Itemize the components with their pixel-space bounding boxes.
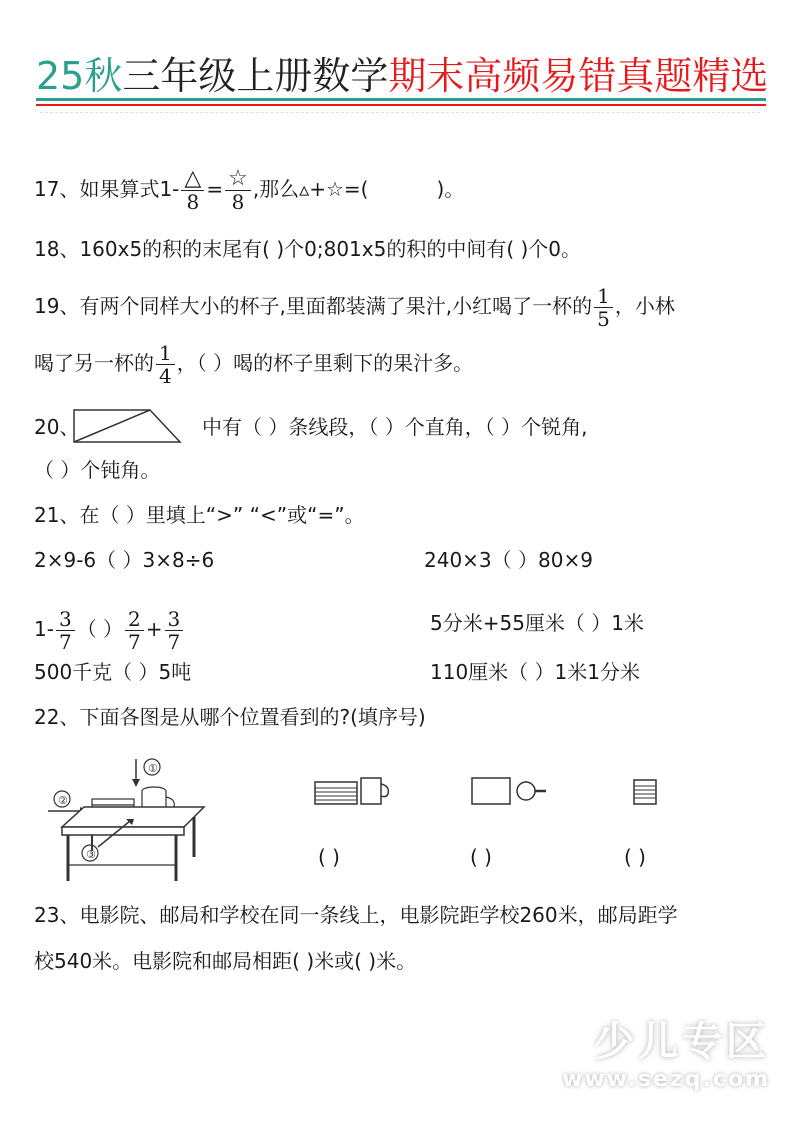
q17-suffix: ,那么▵+☆=( [252,177,369,201]
q21-fraction-3: $\frac{3}{7}$ [165,608,184,653]
question-23-line2: 校540米。电影院和邮局相距( )米或( )米。 [34,949,417,973]
title-underline-red [36,104,766,106]
question-20-line1: 20、 [34,415,80,439]
view-option-b [470,776,550,808]
q21-row2-right: 5分米+55厘米（ ）1米 [430,611,645,635]
question-17 [34,168,464,213]
divider [40,112,760,114]
title-season: 25秋 [36,54,123,98]
watermark-logo: 少儿专区 www.sezq.com [562,1019,770,1092]
view-option-a [314,776,394,808]
page-title [36,48,768,104]
view-label-2: ② [58,794,68,807]
q21-row3-left: 500千克（ ）5吨 [34,660,192,684]
q21-row1-left: 2×9-6（ ）3×8÷6 [34,548,215,572]
title-grade: 三年级上册数学 [122,54,389,98]
question-20-line2: （ ）个钝角。 [34,458,161,482]
question-21-intro: 21、在（ ）里填上“>” “<”或“=”。 [34,503,365,527]
q21-row3-right: 110厘米（ ）1米1分米 [430,660,640,684]
title-underline [36,98,766,101]
q21-row1-right: 240×3（ ）80×9 [424,548,593,572]
view-option-c [632,776,662,808]
title-topic: 期末高频易错真题精选 [388,54,769,98]
question-23-line1: 23、电影院、邮局和学校在同一条线上，电影院距学校260米，邮局距学 [34,903,678,927]
answer-blank-c: ( ) [624,845,646,869]
q17-prefix: 17、如果算式1- [34,177,180,201]
q21-fraction-2: $\frac{2}{7}$ [125,608,144,653]
q17-fraction-1: $\frac{\triangle}{8}$ [181,168,204,213]
trapezoid-figure [70,406,186,448]
q19-fraction-2: $\frac{1}{4}$ [156,342,175,387]
table-scene-figure [44,755,214,885]
q19-fraction-1: $\frac{1}{5}$ [594,285,613,330]
q21-row2-left: 1- $\frac{3}{7}$ （ ） $\frac{2}{7}$ + $\frac{3}{7}$ [34,608,185,653]
view-label-3: ③ [86,848,96,861]
question-18: 18、160x5的积的末尾有( )个0;801x5的积的中间有( )个0。 [34,237,582,261]
q17-end: )。 [436,177,465,201]
answer-blank-b: ( ) [470,845,492,869]
question-20-text: 中有（ ）条线段，（ ）个直角，（ ）个锐角, [202,415,588,439]
answer-blank-a: ( ) [318,845,340,869]
question-22: 22、下面各图是从哪个位置看到的?(填序号) [34,705,426,729]
q17-equals: = [206,177,224,201]
view-label-1: ① [148,762,158,775]
q17-fraction-2: $\frac{☆}{8}$ [225,168,251,213]
question-19-line1: 19、有两个同样大小的杯子,里面都装满了果汁,小红喝了一杯的 $\frac{1}{5}$ ，小林 [34,284,675,331]
q21-fraction-1: $\frac{3}{7}$ [56,608,75,653]
question-19-line2: 喝了另一杯的 $\frac{1}{4}$ ，（ ）喝的杯子里剩下的果汁多。 [34,341,474,388]
